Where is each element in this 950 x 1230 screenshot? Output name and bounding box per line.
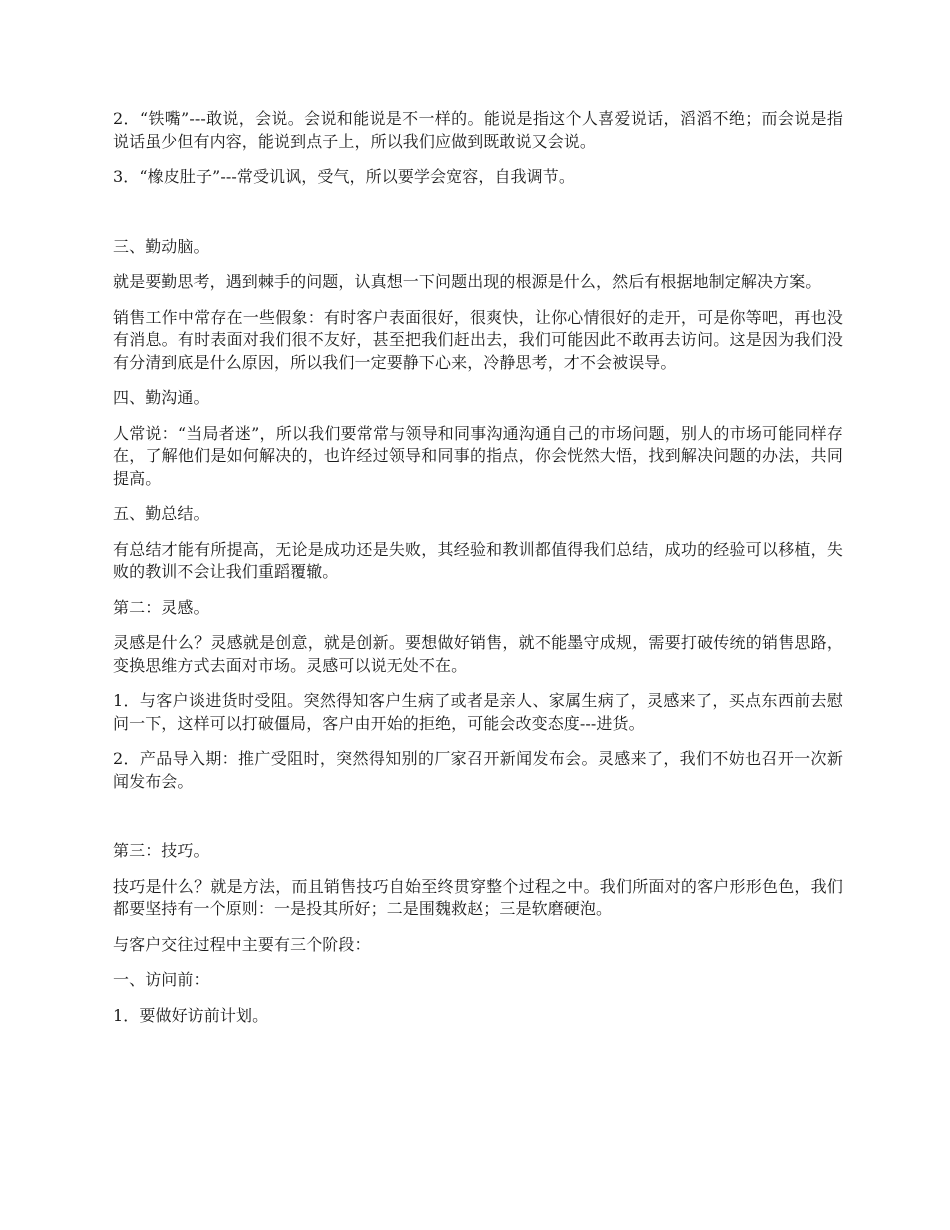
heading-before-visit: 一、访问前： bbox=[113, 970, 210, 989]
section-gap bbox=[113, 202, 843, 236]
heading-communicate: 四、勤沟通。 bbox=[113, 388, 210, 407]
heading-summarize: 五、勤总结。 bbox=[113, 504, 210, 523]
heading-skill: 第三：技巧。 bbox=[113, 841, 210, 860]
paragraph-inspiration-example-2: 2．产品导入期：推广受阻时，突然得知别的厂家召开新闻发布会。灵感来了，我们不妨也召开一次新闻发布会。 bbox=[113, 749, 843, 791]
paragraph-three-stages: 与客户交往过程中主要有三个阶段： bbox=[113, 934, 371, 954]
paragraph-rubber-belly: 3．“橡皮肚子”---常受讥讽，受气，所以要学会宽容，自我调节。 bbox=[113, 167, 575, 186]
paragraph-iron-mouth: 2．“铁嘴”---敢说，会说。会说和能说是不一样的。能说是指这个人喜爱说话，滔滔不绝；而会说是指说话虽少但有内容，能说到点子上，所以我们应做到既敢说又会说。 bbox=[113, 109, 843, 151]
paragraph-think-desc: 就是要勤思考，遇到棘手的问题，认真想一下问题出现的根源是什么，然后有根据地制定解决方案。 bbox=[113, 272, 822, 291]
paragraph-inspiration-example-1: 1．与客户谈进货时受阻。突然得知客户生病了或者是亲人、家属生病了，灵感来了，买点东西前去慰问一下，这样可以打破僵局，客户由开始的拒绝，可能会改变态度---进货。 bbox=[113, 691, 843, 733]
paragraph-illusions: 销售工作中常存在一些假象：有时客户表面很好，很爽快，让你心情很好的走开，可是你等吧，再也没有消息。有时表面对我们很不友好，甚至把我们赶出去，我们可能因此不敢再去访问。这是因为我们没有分清到底是什么原因，所以我们一定要静下心来，冷静思考，才不会被误导。 bbox=[113, 307, 843, 372]
paragraph-visit-plan: 1．要做好访前计划。 bbox=[113, 1005, 269, 1025]
paragraph-skill-desc: 技巧是什么？就是方法，而且销售技巧自始至终贯穿整个过程之中。我们所面对的客户形形色色，我们都要坚持有一个原则：一是投其所好；二是围魏救赵；三是软磨硬泡。 bbox=[113, 876, 843, 918]
paragraph-communicate-desc: 人常说：“当局者迷”，所以我们要常常与领导和同事沟通沟通自己的市场问题，别人的市场可能同样存在，了解他们是如何解决的，也许经过领导和同事的指点，你会恍然大悟，找到解决问题的办法，共同提高。 bbox=[113, 423, 843, 488]
document-page bbox=[113, 108, 843, 1040]
paragraph-inspiration-desc: 灵感是什么？灵感就是创意，就是创新。要想做好销售，就不能墨守成规，需要打破传统的销售思路，变换思维方式去面对市场。灵感可以说无处不在。 bbox=[113, 633, 843, 675]
heading-think: 三、勤动脑。 bbox=[113, 236, 210, 256]
section-gap bbox=[113, 806, 843, 840]
paragraph-summarize-desc: 有总结才能有所提高，无论是成功还是失败，其经验和教训都值得我们总结，成功的经验可以移植，失败的教训不会让我们重蹈覆辙。 bbox=[113, 539, 843, 581]
heading-inspiration: 第二：灵感。 bbox=[113, 597, 210, 617]
